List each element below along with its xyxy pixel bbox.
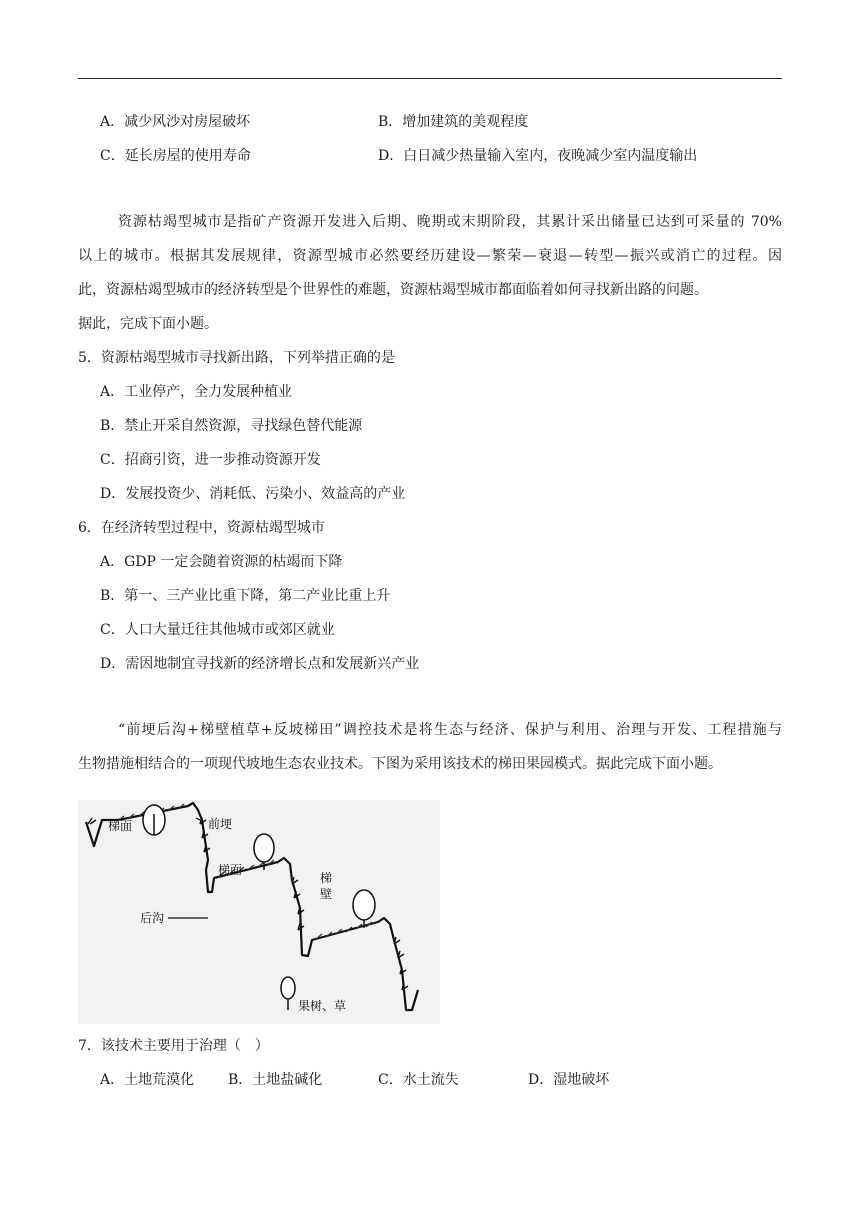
q5-option-b: B．禁止开采自然资源，寻找绿色替代能源 [100, 418, 363, 434]
q6-option-c: C．人口大量迁往其他城市或郊区就业 [100, 622, 335, 638]
label-tibi-1: 梯 [320, 871, 333, 885]
q4-option-c: C．延长房屋的使用寿命 [100, 148, 251, 164]
q5-option-c: C．招商引资，进一步推动资源开发 [100, 452, 321, 468]
q4-option-d: D．白日减少热量输入室内，夜晚减少室内温度输出 [378, 148, 698, 164]
passage1-line3: 此，资源枯竭型城市的经济转型是个世界性的难题，资源枯竭型城市都面临着如何寻找新出路的问题。 [78, 282, 708, 298]
q7-option-b: B．土地盐碱化 [228, 1072, 323, 1088]
q7-option-a: A．土地荒漠化 [100, 1072, 195, 1088]
q5-stem: 5．资源枯竭型城市寻找新出路，下列举措正确的是 [78, 350, 395, 366]
label-legend: 果树、草 [298, 999, 347, 1013]
label-timian-2: 梯面 [218, 863, 243, 877]
passage2-line1: “前埂后沟+梯壁植草+反坡梯田”调控技术是将生态与经济、保护与利用、治理与开发、工程措施与 [118, 722, 782, 738]
q5-option-a: A．工业停产，全力发展种植业 [100, 384, 293, 400]
q6-option-b: B．第一、三产业比重下降，第二产业比重上升 [100, 588, 391, 604]
fruit-tree-icon [143, 805, 165, 835]
terrace-diagram [78, 800, 440, 1024]
q5-option-d: D．发展投资少、消耗低、污染小、效益高的产业 [100, 486, 406, 502]
fruit-tree-legend-icon [281, 977, 295, 1010]
label-timian: 梯面 [108, 819, 133, 833]
leader-lines [168, 818, 208, 918]
passage1-line1: 资源枯竭型城市是指矿产资源开发进入后期、晚期或末期阶段，其累计采出储量已达到可采量的 70% [118, 214, 782, 230]
header-rule [78, 78, 782, 79]
passage1-line4: 据此，完成下面小题。 [78, 316, 218, 332]
passage1-line2: 以上的城市。根据其发展规律，资源型城市必然要经历建设—繁荣—衰退—转型—振兴或消亡的过程。因 [78, 248, 782, 264]
q4-option-b: B．增加建筑的美观程度 [378, 114, 529, 130]
terrace-orchard-figure [78, 800, 440, 1024]
passage2-line2: 生物措施相结合的一项现代坡地生态农业技术。下图为采用该技术的梯田果园模式。据此完成下面小题。 [78, 756, 722, 772]
q6-option-d: D．需因地制宜寻找新的经济增长点和发展新兴产业 [100, 656, 420, 672]
q7-option-c: C．水土流失 [378, 1072, 459, 1088]
label-qiangeng: 前埂 [208, 817, 233, 831]
label-tibi-2: 壁 [320, 887, 333, 901]
q7-stem: 7．该技术主要用于治理（ ） [78, 1038, 269, 1054]
q4-option-a: A．减少风沙对房屋破坏 [100, 114, 251, 130]
q6-stem: 6．在经济转型过程中，资源枯竭型城市 [78, 520, 325, 536]
q7-option-d: D．湿地破坏 [528, 1072, 610, 1088]
label-hougou: 后沟 [140, 911, 165, 925]
q6-option-a: A．GDP 一定会随着资源的枯竭而下降 [100, 554, 343, 570]
